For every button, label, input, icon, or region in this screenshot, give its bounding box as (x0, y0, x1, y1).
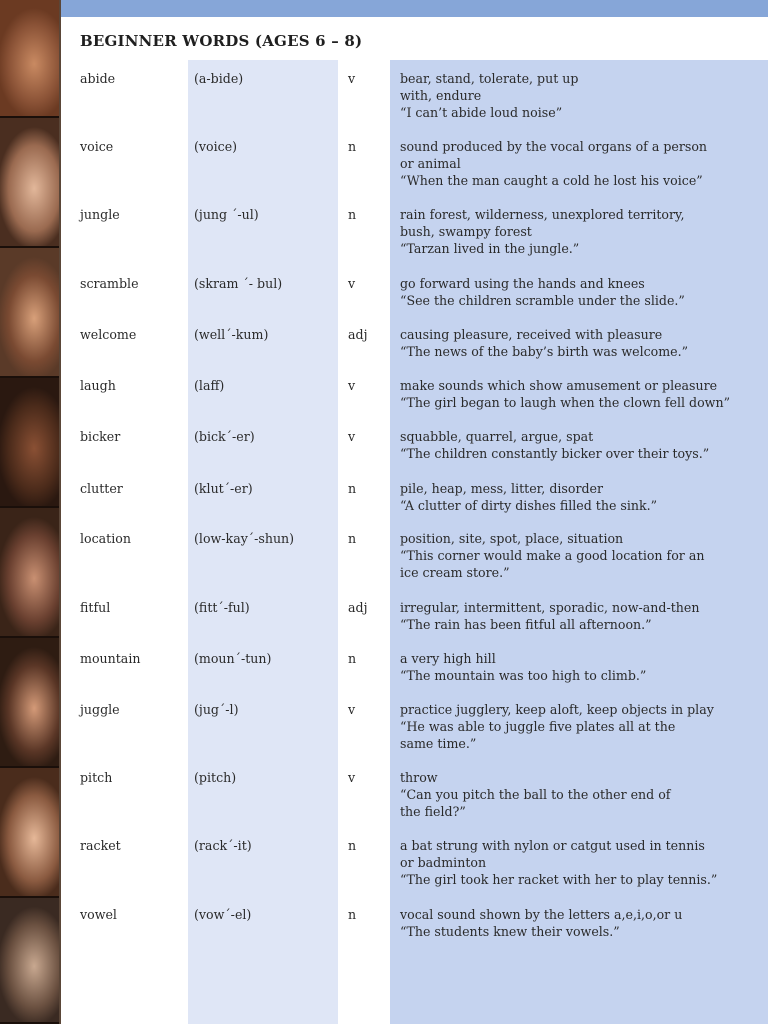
definition-line: rain forest, wilderness, unexplored territory, (400, 207, 685, 222)
definition-line: “A clutter of dirty dishes filled the sink.” (400, 498, 658, 513)
entry-definition (400, 599, 765, 633)
definition-line: a bat strung with nylon or catgut used in tennis (400, 838, 705, 853)
entry-part-of-speech: n (348, 481, 357, 496)
entry-part-of-speech: n (348, 139, 357, 154)
definition-line: or animal (400, 156, 461, 171)
page-title: BEGINNER WORDS (AGES 6 – 8) (80, 32, 363, 50)
entry-definition (400, 480, 765, 514)
definition-line: position, site, spot, place, situation (400, 531, 624, 546)
entry-definition (400, 530, 765, 581)
child-photo-2 (0, 118, 59, 248)
definition-line: “The rain has been fitful all afternoon.” (400, 617, 652, 632)
definition-line: “I can’t abide loud noise” (400, 105, 563, 120)
definition-line: go forward using the hands and knees (400, 276, 645, 291)
entry-part-of-speech: adj (348, 327, 368, 342)
entry-definition (400, 701, 765, 752)
entry-word: fitful (80, 600, 111, 615)
child-photo-5 (0, 508, 59, 638)
child-photo-7 (0, 768, 59, 898)
entry-part-of-speech: v (348, 702, 356, 717)
definition-line: make sounds which show amusement or pleasure (400, 378, 718, 393)
entry-word: bicker (80, 429, 121, 444)
child-photo-1 (0, 0, 59, 118)
child-photo-8 (0, 898, 59, 1024)
entry-pronunciation: (rack´-it) (194, 838, 252, 853)
definition-line: the field?” (400, 804, 466, 819)
definition-line: bear, stand, tolerate, put up (400, 71, 579, 86)
definition-line: ice cream store.” (400, 565, 510, 580)
definition-line: “The students knew their vowels.” (400, 924, 620, 939)
entry-definition (400, 206, 765, 257)
entry-part-of-speech: n (348, 531, 357, 546)
definition-line: same time.” (400, 736, 477, 751)
definition-line: or badminton (400, 855, 487, 870)
entry-definition (400, 650, 765, 684)
top-color-band (61, 0, 768, 17)
definition-line: “When the man caught a cold he lost his voice” (400, 173, 703, 188)
entry-definition (400, 70, 765, 121)
definition-line: vocal sound shown by the letters a,e,i,o,or u (400, 907, 683, 922)
entry-pronunciation: (a-bide) (194, 71, 244, 86)
entry-definition (400, 138, 765, 189)
entry-word: jungle (80, 207, 120, 222)
entry-pronunciation: (klut´-er) (194, 481, 253, 496)
entry-part-of-speech: adj (348, 600, 368, 615)
definition-line: “Can you pitch the ball to the other end of (400, 787, 671, 802)
definition-line: “The children constantly bicker over their toys.” (400, 446, 710, 461)
entry-pronunciation: (pitch) (194, 770, 237, 785)
photo-strip-divider (59, 0, 61, 1024)
definition-line: “The mountain was too high to climb.” (400, 668, 647, 683)
entry-part-of-speech: n (348, 651, 357, 666)
definition-line: “Tarzan lived in the jungle.” (400, 241, 580, 256)
definition-line: “The girl began to laugh when the clown fell down” (400, 395, 731, 410)
definition-line: “He was able to juggle five plates all at the (400, 719, 676, 734)
entry-word: pitch (80, 770, 113, 785)
entry-word: abide (80, 71, 116, 86)
entry-definition (400, 326, 765, 360)
child-photo-3 (0, 248, 59, 378)
entry-word: mountain (80, 651, 141, 666)
definition-line: squabble, quarrel, argue, spat (400, 429, 594, 444)
entry-word: laugh (80, 378, 116, 393)
definition-line: sound produced by the vocal organs of a person (400, 139, 708, 154)
entry-pronunciation: (skram ´- bul) (194, 276, 283, 291)
entry-definition (400, 837, 765, 888)
entry-pronunciation: (vow´-el) (194, 907, 252, 922)
definition-line: “The girl took her racket with her to play tennis.” (400, 872, 718, 887)
definition-line: a very high hill (400, 651, 496, 666)
entry-pronunciation: (fitt´-ful) (194, 600, 250, 615)
definition-line: throw (400, 770, 438, 785)
definition-line: “The news of the baby’s birth was welcome.” (400, 344, 689, 359)
entry-definition (400, 906, 765, 940)
child-photo-6 (0, 638, 59, 768)
definition-line: “This corner would make a good location for an (400, 548, 705, 563)
definition-line: pile, heap, mess, litter, disorder (400, 481, 604, 496)
entry-pronunciation: (jung ´-ul) (194, 207, 259, 222)
entry-word: scramble (80, 276, 139, 291)
entry-part-of-speech: n (348, 907, 357, 922)
entry-pronunciation: (jug´-l) (194, 702, 239, 717)
entry-part-of-speech: n (348, 207, 357, 222)
entry-pronunciation: (bick´-er) (194, 429, 255, 444)
child-photo-4 (0, 378, 59, 508)
definition-line: bush, swampy forest (400, 224, 532, 239)
entry-part-of-speech: v (348, 71, 356, 86)
entry-word: voice (80, 139, 114, 154)
entry-part-of-speech: v (348, 429, 356, 444)
entry-part-of-speech: v (348, 378, 356, 393)
photo-strip (0, 0, 59, 1024)
entry-pronunciation: (low-kay´-shun) (194, 531, 295, 546)
entry-pronunciation: (moun´-tun) (194, 651, 272, 666)
entry-pronunciation: (laff) (194, 378, 225, 393)
entry-word: location (80, 531, 131, 546)
entry-word: clutter (80, 481, 123, 496)
entry-word: juggle (80, 702, 120, 717)
definition-line: “See the children scramble under the slide.” (400, 293, 685, 308)
entry-definition (400, 275, 765, 309)
entry-definition (400, 377, 765, 411)
definition-line: causing pleasure, received with pleasure (400, 327, 663, 342)
entry-word: racket (80, 838, 121, 853)
entry-part-of-speech: v (348, 276, 356, 291)
entry-word: welcome (80, 327, 137, 342)
definition-line: irregular, intermittent, sporadic, now-and-then (400, 600, 700, 615)
entry-part-of-speech: v (348, 770, 356, 785)
entry-part-of-speech: n (348, 838, 357, 853)
entry-word: vowel (80, 907, 117, 922)
definition-line: with, endure (400, 88, 482, 103)
entry-pronunciation: (voice) (194, 139, 238, 154)
entry-pronunciation: (well´-kum) (194, 327, 269, 342)
definition-line: practice jugglery, keep aloft, keep objects in play (400, 702, 714, 717)
entry-definition (400, 428, 765, 462)
entry-definition (400, 769, 765, 820)
